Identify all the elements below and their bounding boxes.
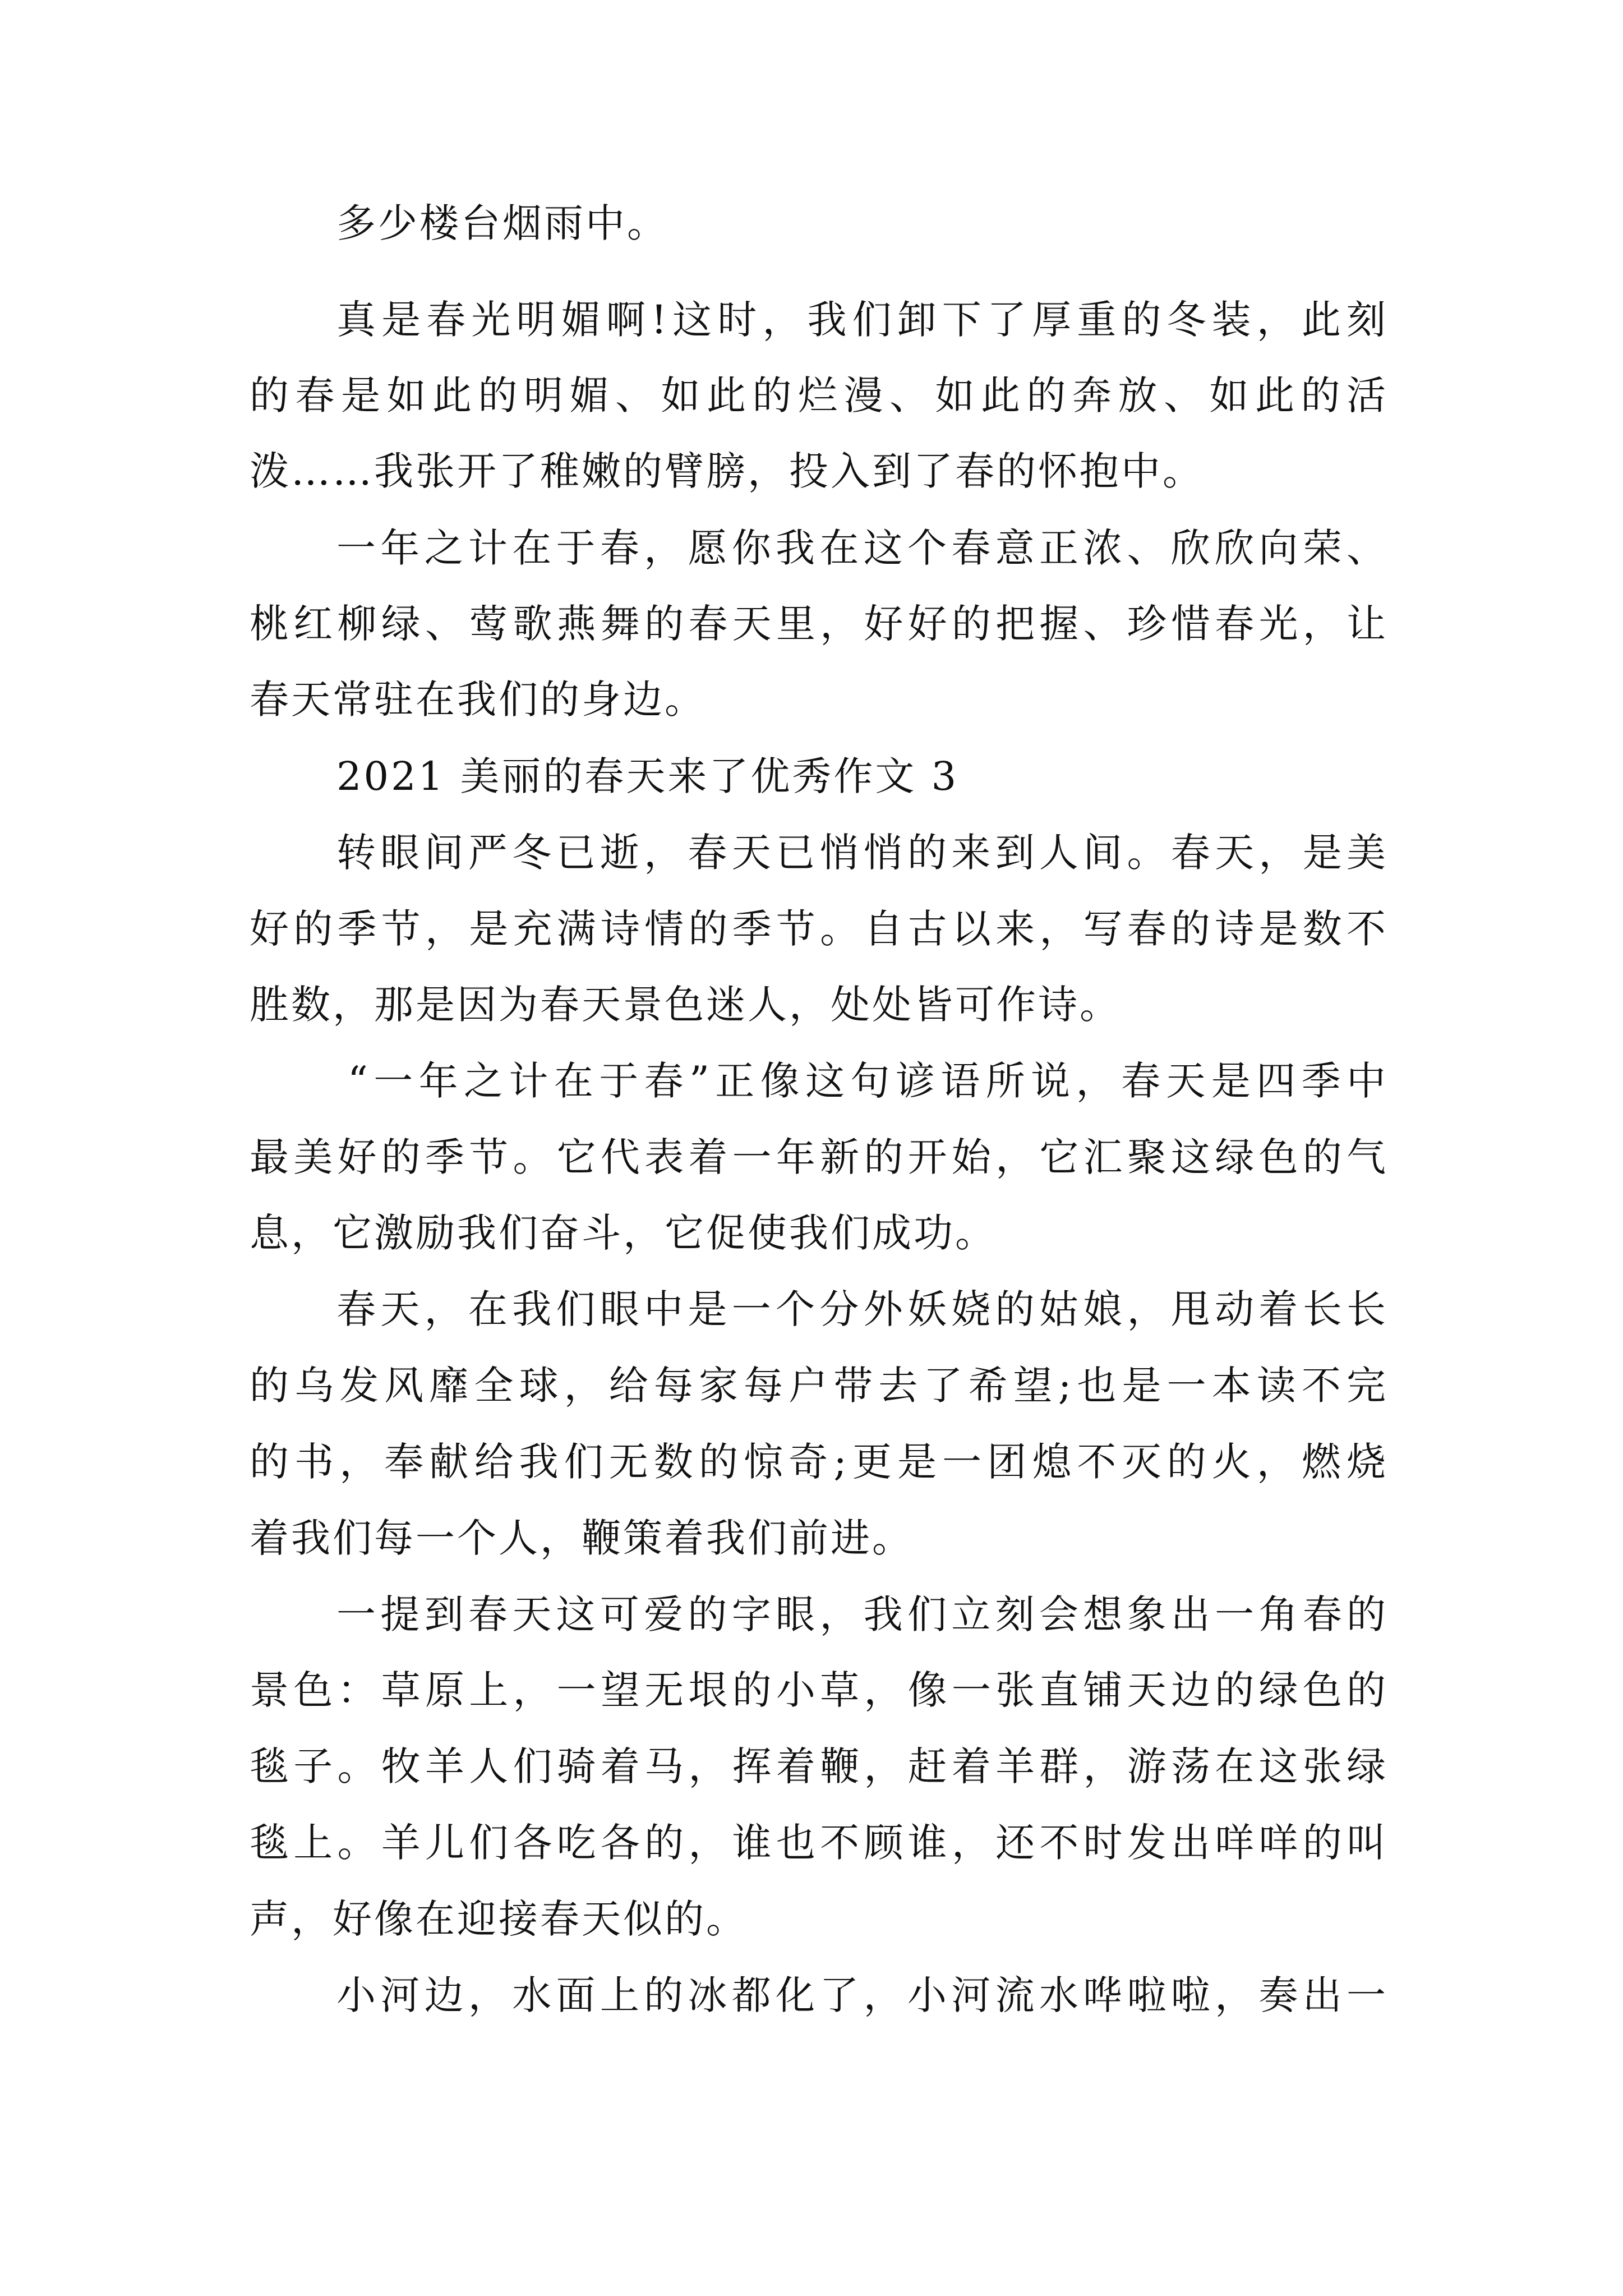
text-line: 一年之计在于春，愿你我在这个春意正浓、欣欣向荣、 [336,525,1388,571]
text-line: 2021 美丽的春天来了优秀作文 3 [336,753,959,799]
text-line: 最美好的季节。它代表着一年新的开始，它汇聚这绿色的气 [250,1134,1388,1180]
text-line: 春天，在我们眼中是一个分外妖娆的姑娘，甩动着长长 [336,1286,1388,1332]
text-line: “一年之计在于春”正像这句谚语所说，春天是四季中 [348,1058,1388,1104]
text-line: 着我们每一个人，鞭策着我们前进。 [250,1515,914,1561]
text-line: 的春是如此的明媚、如此的烂漫、如此的奔放、如此的活 [250,372,1388,418]
text-line: 好的季节，是充满诗情的季节。自古以来，写春的诗是数不 [250,906,1388,952]
text-line: 毯子。牧羊人们骑着马，挥着鞭，赶着羊群，游荡在这张绿 [250,1743,1388,1789]
text-line: 小河边，水面上的冰都化了，小河流水哗啦啦，奏出一 [336,1972,1388,2018]
text-line: 一提到春天这可爱的字眼，我们立刻会想象出一角春的 [336,1591,1388,1637]
text-line: 春天常驻在我们的身边。 [250,677,706,723]
text-line: 泼……我张开了稚嫩的臂膀，投入到了春的怀抱中。 [250,448,1204,494]
text-line: 毯上。羊儿们各吃各的，谁也不顾谁，还不时发出咩咩的叫 [250,1820,1388,1866]
text-line: 声，好像在迎接春天似的。 [250,1896,748,1942]
text-line: 的乌发风靡全球，给每家每户带去了希望;也是一本读不完 [250,1363,1388,1409]
text-line: 真是春光明媚啊!这时，我们卸下了厚重的冬装，此刻 [336,297,1388,343]
text-line: 转眼间严冬已逝，春天已悄悄的来到人间。春天，是美 [336,830,1388,876]
text-line: 桃红柳绿、莺歌燕舞的春天里，好好的把握、珍惜春光，让 [250,601,1388,647]
text-line: 息，它激励我们奋斗，它促使我们成功。 [250,1210,997,1256]
text-line: 胜数，那是因为春天景色迷人，处处皆可作诗。 [250,982,1121,1028]
text-line: 多少楼台烟雨中。 [336,200,668,246]
text-line: 景色：草原上，一望无垠的小草，像一张直铺天边的绿色的 [250,1667,1388,1713]
text-line: 的书，奉献给我们无数的惊奇;更是一团熄不灭的火，燃烧 [250,1439,1388,1485]
